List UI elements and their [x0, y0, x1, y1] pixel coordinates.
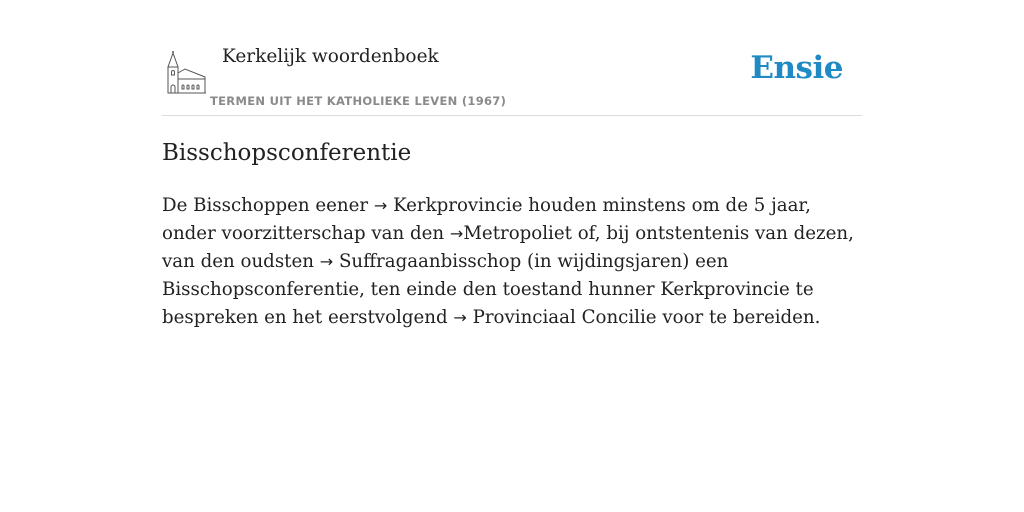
definition-text: houden minstens om de 5 jaar, onder voorzitterschap van den: [162, 195, 811, 244]
page: [162, 0, 862, 328]
dictionary-title-link[interactable]: Kerkelijk woordenboek: [222, 46, 439, 67]
dictionary-header: [162, 0, 862, 116]
reference-link-suffragaanbisschop[interactable]: Suffragaanbisschop: [338, 251, 522, 272]
reference-arrow-icon: →: [373, 196, 388, 215]
reference-arrow-icon: →: [453, 308, 467, 327]
reference-arrow-icon: →: [319, 252, 334, 271]
reference-link-kerkprovincie[interactable]: Kerkprovincie: [393, 195, 523, 216]
definition-text: voor te bereiden.: [656, 307, 821, 328]
reference-link-provinciaal-concilie[interactable]: Provinciaal Concilie: [472, 307, 657, 328]
entry-definition: [162, 192, 862, 332]
reference-arrow-icon: →: [449, 224, 464, 243]
definition-text: (in wijdingsjaren) een Bisschopsconferentie, ten einde den toestand hunner Kerkprovincie te bespreken en het eerstvolgend: [162, 251, 814, 328]
entry-title: Bisschopsconferentie: [162, 140, 412, 166]
definition-text: of, bij ontstentenis van dezen, van den oudsten: [162, 223, 854, 272]
brand-logo-link[interactable]: Ensie: [750, 50, 843, 86]
church-icon[interactable]: [165, 49, 207, 95]
dictionary-subtitle: TERMEN UIT HET KATHOLIEKE LEVEN (1967): [210, 94, 507, 108]
definition-text: De Bisschoppen eener: [162, 195, 374, 216]
reference-link-metropoliet[interactable]: Metropoliet: [463, 223, 572, 244]
